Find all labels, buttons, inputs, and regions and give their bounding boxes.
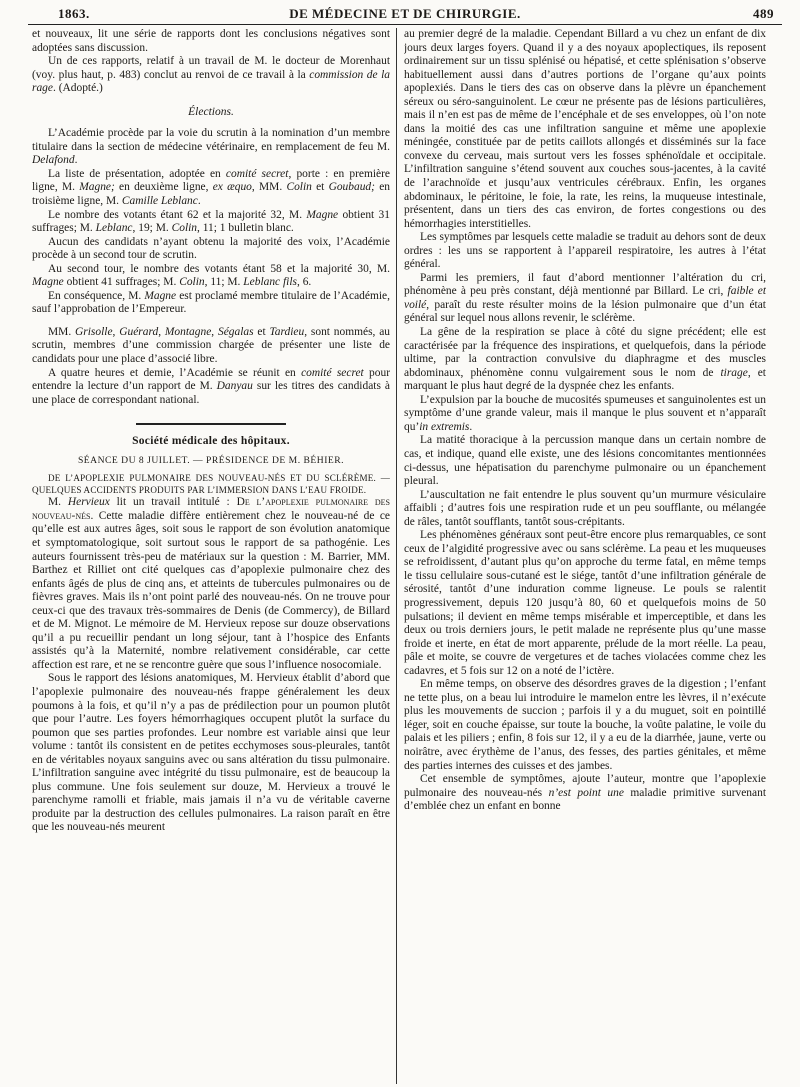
section-separator: [136, 423, 286, 425]
header-rule: [28, 24, 782, 25]
paragraph: En conséquence, M. Magne est proclamé membre titulaire de l’Académie, sauf l’approbation de l’Empereur.: [32, 289, 390, 316]
paragraph: au premier degré de la maladie. Cependant Billard a vu chez un enfant de dix jours deux larges foyers. Quand il y a des noyaux apoplectiques, ils reposent ordinairement sur un tissu splénisé ou hépatisé, et cette splénisation s’observe habituellement aussi dans d’autres portions de l’organe qu’aux points apoplexiés. Dans le tiers des cas on observe dans la plèvre un épanchement séreux ou séro-sanguinolent. Le cœur ne présente pas de lésions particulières, mais il n’en est pas de même de l’encéphale et de ses enveloppes, où l’on note dans la moitié des cas une infiltration sanguine et même une apoplexie méningée, constituée par de petits caillots allongés et disséminés sur la face convexe du cerveau, mais surtout vers les fosses sphénoïdale et occipitale. L’infiltration sanguine s’étend souvent aux couches sous-jacentes, à la cavité de l’arachnoïde et jusqu’aux ventricules cérébraux. Enfin, les organes abdominaux, le péritoine, le foie, la rate, les reins, la muqueuse intestinale, présentent, dans un tiers des cas environ, de fortes congestions ou des hémorrhagies interstitielles.: [404, 28, 766, 230]
paragraph: et nouveaux, lit une série de rapports dont les conclusions négatives sont adoptées sans discussion.: [32, 28, 390, 54]
paragraph: L’auscultation ne fait entendre le plus souvent qu’un murmure vésiculaire affaibli ; d’autres fois une respiration rude et un peu soufflante, ou mélangée de râles, tantôt soufflants, tantôt sous-crépitants.: [404, 488, 766, 528]
paragraph: La gêne de la respiration se place à côté du signe précédent; elle est caractérisée par la fréquence des inspirations, et quelquefois, dans la période ultime, par la contraction convulsive du diaphragme et des muscles abdominaux, phénomène connu vulgairement sous le nom de tirage, et marquant le plus haut degré de la dyspnée chez les enfants.: [404, 326, 766, 393]
column-divider: [396, 28, 397, 1084]
paragraph: Le nombre des votants étant 62 et la majorité 32, M. Magne obtient 31 suffrages; M. Leblanc, 19; M. Colin, 11; 1 bulletin blanc.: [32, 208, 390, 235]
paragraph: L’Académie procède par la voie du scrutin à la nomination d’un membre titulaire dans la section de médecine vétérinaire, en remplacement de feu M. Delafond.: [32, 127, 390, 167]
paragraph: Sous le rapport des lésions anatomiques, M. Hervieux établit d’abord que l’apoplexie pulmonaire des nouveau-nés frappe généralement les deux poumons à la fois, et qu’il n’y a pas de prédilection pour un poumon plutôt que pour l’autre. Les foyers hémorrhagiques occupent plutôt la surface du poumon que ses parties profondes. Leur nombre est variable ainsi que leur volume : tantôt ils consistent en de petites ecchymoses sous-pleurales, tantôt en de véritables noyaux sanguins avec ou sans altération du tissu pulmonaire. L’infiltration sanguine avec intégrité du tissu pulmonaire, est de beaucoup la plus commune. Une fois seulement sur douze, M. Hervieux a trouvé le parenchyme ramolli et friable, mais jamais il n’a vu de véritable caverne produite par la destruction des cellules pulmonaires. La raison paraît en être que les nouveau-nés meurent: [32, 672, 390, 834]
paragraph: A quatre heures et demie, l’Académie se réunit en comité secret pour entendre la lecture d’un rapport de M. Danyau sur les titres des candidats à une place de correspondant national.: [32, 366, 390, 406]
paragraph: Les symptômes par lesquels cette maladie se traduit au dehors sont de deux ordres : les uns se rapportent à l’appareil respiratoire, les autres à l’état général.: [404, 231, 766, 271]
paragraph: La matité thoracique à la percussion manque dans un certain nombre de cas, et indique, quand elle existe, une des lésions concomitantes mentionnées ci-dessus, une hépatisation du parenchyme pulmonaire ou un épanchement pleural.: [404, 434, 766, 488]
page-number: 489: [753, 6, 774, 21]
right-column: [404, 28, 766, 1084]
year: 1863.: [58, 6, 90, 21]
journal-title: DE MÉDECINE ET DE CHIRURGIE.: [289, 6, 521, 21]
society-title: Société médicale des hôpitaux.: [132, 435, 290, 448]
seance-line: SÉANCE DU 8 JUILLET. — PRÉSIDENCE DE M. BÉHIER.: [77, 454, 345, 466]
topic-summary: DE L’APOPLEXIE PULMONAIRE DES NOUVEAU-NÉS ET DU SCLÉRÈME. — QUELQUES ACCIDENTS PRODUITS PAR L’IMMERSION DANS L’EAU FROIDE.: [32, 473, 390, 495]
paragraph: Les phénomènes généraux sont peut-être encore plus remarquables, ce sont ceux de l’algidité progressive avec ou sans sclérème. La peau et les muqueuses se refroidissent, d’autant plus qu’on approche du terme fatal, en même temps le tissu cellulaire sous-cutané est le siége, tantôt d’une infiltration générale de sérosité, tantôt d’une induration comme ligneuse. Le pouls se ralentit progressivement, depuis 120 jusqu’à 80, 60 et quelquefois moins de 50 pulsations; il devient en même temps misérable et imperceptible, et dans les deux ou trois derniers jours, le petit malade ne représente plus qu’une masse froide et inerte, en état de mort apparente, prélude de la mort réelle. La peau, pâle et moite, se couvre de vergetures et de taches violacées comme chez les cadavres, et 5 fois sur 12 on a noté de l’ictère.: [404, 529, 766, 677]
paragraph: En même temps, on observe des désordres graves de la digestion ; l’enfant ne tette plus, on a beau lui introduire le mamelon entre les lèvres, il n’exécute plus les mouvements de succion ; parfois il y a du muguet, soit en pointillé léger, soit en couche épaisse, sur toute la bouche, la voûte palatine, le voile du palais et les piliers ; enfin, 8 fois sur 12, il y a eu de la diarrhée, jaune, verte ou noirâtre, avec érythème de l’anus, des fesses, des parties génitales, et même des parties internes des cuisses et des jambes.: [404, 678, 766, 772]
paragraph: L’expulsion par la bouche de mucosités spumeuses et sanguinolentes est un symptôme d’une grande valeur, mais il manque le plus souvent et n’apparaît qu’in extremis.: [404, 393, 766, 433]
section-heading-elections: Élections.: [188, 105, 234, 118]
paragraph: Aucun des candidats n’ayant obtenu la majorité des voix, l’Académie procède à un second tour de scrutin.: [32, 235, 390, 262]
paragraph: La liste de présentation, adoptée en comité secret, porte : en première ligne, M. Magne; en deuxième ligne, ex æquo, MM. Colin et Goubaud; en troisième ligne, M. Camille Leblanc.: [32, 167, 390, 208]
paragraph: MM. Grisolle, Guérard, Montagne, Ségalas et Tardieu, sont nommés, au scrutin, membres d’une commission chargée de présenter une liste de candidats pour une place d’associé libre.: [32, 325, 390, 366]
paragraph: Un de ces rapports, relatif à un travail de M. le docteur de Morenhaut (voy. plus haut, p. 483) conclut au renvoi de ce travail à la commission de la rage. (Adopté.): [32, 55, 390, 95]
paragraph: Cet ensemble de symptômes, ajoute l’auteur, montre que l’apoplexie pulmonaire des nouveau-nés n’est point une maladie primitive survenant d’emblée chez un enfant en bonne: [404, 773, 766, 813]
left-column: [32, 28, 390, 1084]
paragraph: Au second tour, le nombre des votants étant 58 et la majorité 30, M. Magne obtient 41 suffrages; M. Colin, 11; M. Leblanc fils, 6.: [32, 262, 390, 289]
paragraph: Parmi les premiers, il faut d’abord mentionner l’altération du cri, phénomène à peu près constant, déjà mentionné par Billard. Le cri, faible et voilé, paraît du reste résulter moins de la lésion pulmonaire que d’un état général sur lequel nous allons revenir, le sclérème.: [404, 271, 766, 325]
paragraph: M. Hervieux lit un travail intitulé : De l’apoplexie pulmonaire des nouveau-nés. Cette maladie diffère entièrement chez le nouveau-né de ce qu’elle est aux autres âges, soit sous le rapport de son évolution anatomique et symptomatologique, soit surtout sous le rapport de sa pathogénie. Les auteurs fournissent très-peu de matériaux sur la question : M. Barrier, MM. Barthez et Rilliet ont cité quelques cas d’apoplexie pulmonaire chez des enfants âgés de plus de cinq ans, et atteints de tubercules pulmonaires ou de fièvres graves. Mais ils n’ont point parlé des nouveau-nés. On ne trouve pour ceux-ci que des travaux très-sommaires de Denis (de Commercy), de Billard et de M. Mignot. Le mémoire de M. Hervieux repose sur douze observations qu’il a pu recueillir pendant un long séjour, tant à l’hospice des Enfants assistés qu’à la Maternité, nombre relativement considérable, car cette affection est rare, et ne se rencontre guère que sous l’influence nosocomiale.: [32, 496, 390, 671]
running-head: [28, 4, 782, 26]
